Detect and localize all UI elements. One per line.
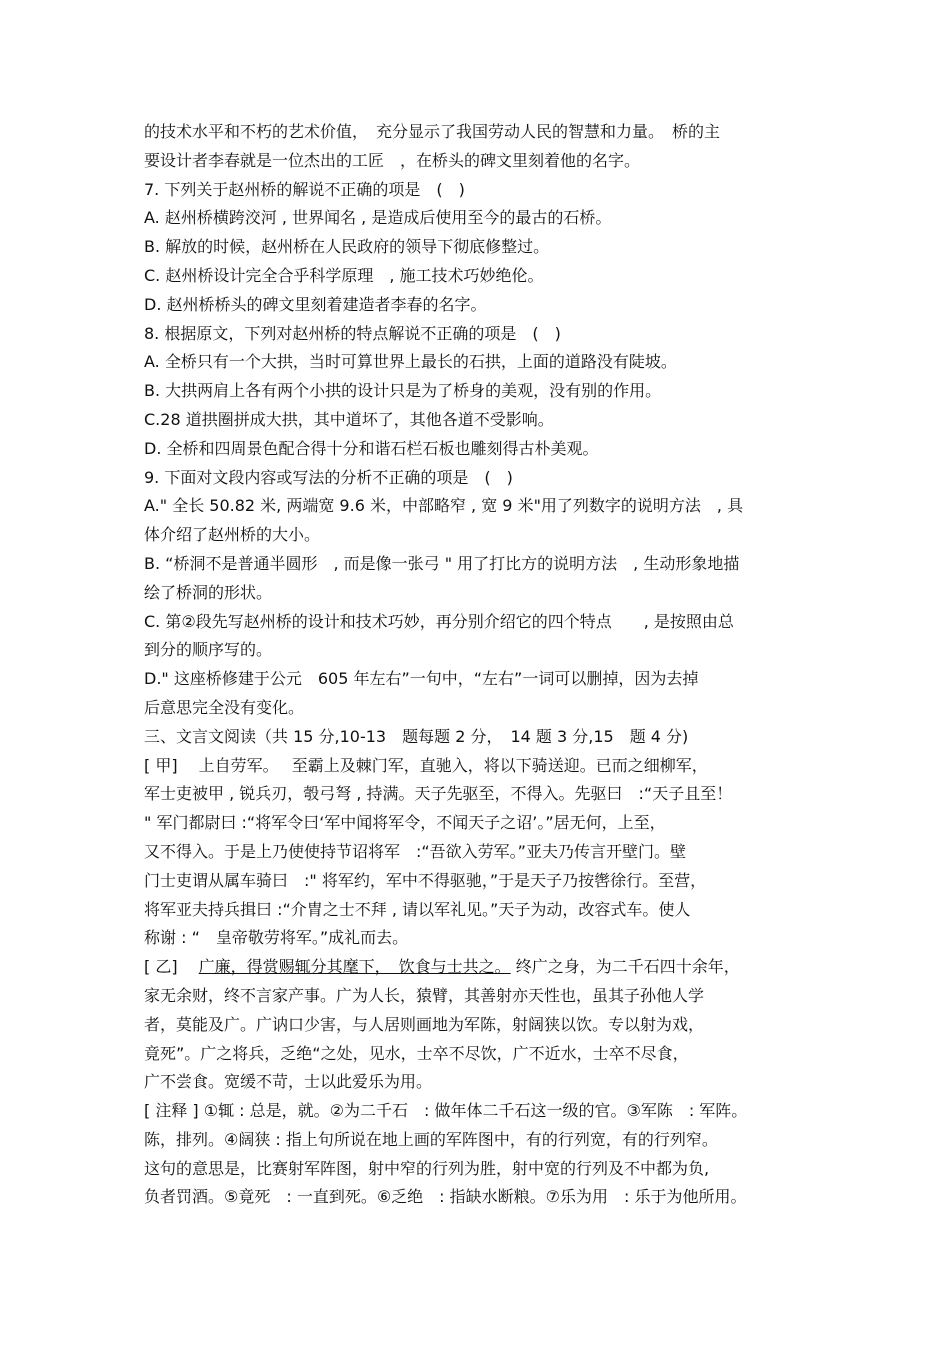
passage-jia-line: 又不得入。于是上乃使使持节诏将军 :“吾欲入劳军。”亚夫乃传言开壁门。壁 (144, 841, 686, 861)
text-line: 到分的顺序写的。 (144, 640, 273, 660)
annotation-line: 陈，排列。④阔狭 : 指上句所说在地上画的军阵图中，有的行列宽，有的行列窄。 (144, 1129, 718, 1149)
text-line: 的技术水平和不朽的艺术价值， 充分显示了我国劳动人民的智慧和力量。 桥的主 (144, 122, 721, 141)
question-8-option-a: A. 全桥只有一个大拱，当时可算世界上最长的石拱，上面的道路没有陡坡。 (144, 352, 677, 372)
text-line: 体介绍了赵州桥的大小。 (144, 525, 321, 545)
passage-yi-first-line (144, 953, 809, 982)
passage-yi-text: 终广之身，为二千石四十余年， (510, 957, 740, 977)
passage-yi-line: 者，莫能及广。广讷口少害，与人居则画地为军陈，射阔狭以饮。专以射为戏， (144, 1014, 705, 1034)
passage-yi-label: [ 乙] (144, 957, 199, 977)
passage-jia-line: " 军门都尉曰 :“将军令曰‘军中闻将军令，不闻天子之诏’。”居无何，上至， (144, 813, 666, 833)
question-9-option-d: D." 这座桥修建于公元 605 年左右”一句中，“左右”一词可以删掉，因为去掉 (144, 669, 699, 689)
question-9-option-c: C. 第②段先写赵州桥的设计和技术巧妙，再分别介绍它的四个特点 , 是按照由总 (144, 611, 734, 631)
question-7-option-c: C. 赵州桥设计完全合乎科学原理 , 施工技术巧妙绝伦。 (144, 265, 544, 285)
question-8-option-b: B. 大拱两肩上各有两个小拱的设计只是为了桥身的美观，没有别的作用。 (144, 381, 662, 401)
document-body (144, 118, 809, 1212)
text-line: 要设计者李春就是一位杰出的工匠 ，在桥头的碑文里刻着他的名字。 (144, 150, 641, 170)
section-heading: 三、文言文阅读（共 15 分,10-13 题每题 2 分， 14 题 3 分,15 题 4 分) (144, 726, 689, 746)
passage-jia-line: 军士吏被甲 , 锐兵刃，彀弓弩 , 持满。天子先驱至，不得入。先驱曰 :“天子且至！ (144, 784, 733, 804)
passage-yi-line: 广不尝食。宽缓不苛，士以此爱乐为用。 (144, 1072, 433, 1092)
passage-jia-line: [ 甲] 上自劳军。 至霸上及棘门军，直驰入，将以下骑送迎。已而之细柳军， (144, 755, 708, 775)
passage-jia-line: 将军亚夫持兵揖曰 :“介胄之士不拜 , 请以军礼见。”天子为动，改容式车。使人 (144, 899, 691, 919)
question-8-stem: 8. 根据原文，下列对赵州桥的特点解说不正确的项是 ( ) (144, 323, 561, 343)
question-7-option-a: A. 赵州桥横跨洨河 , 世界闻名 , 是造成后使用至今的最古的石桥。 (144, 208, 612, 228)
annotation-line: [ 注释 ] ①辄 : 总是，就。②为二千石 : 做年体二千石这一级的官。③军陈 : 军阵。 (144, 1101, 748, 1121)
text-line: 绘了桥洞的形状。 (144, 582, 273, 602)
question-7-option-d: D. 赵州桥桥头的碑文里刻着建造者李春的名字。 (144, 294, 487, 314)
annotation-line: 负者罚酒。⑤竟死 : 一直到死。⑥乏绝 : 指缺水断粮。⑦乐为用 : 乐于为他所用。 (144, 1187, 747, 1207)
question-9-stem: 9. 下面对文段内容或写法的分析不正确的项是 ( ) (144, 467, 513, 487)
question-7-stem: 7. 下列关于赵州桥的解说不正确的项是 ( ) (144, 179, 465, 199)
passage-jia-line: 称谢 : “ 皇帝敬劳将军。”成礼而去。 (144, 928, 409, 948)
text-line: 后意思完全没有变化。 (144, 697, 305, 717)
question-7-option-b: B. 解放的时候，赵州桥在人民政府的领导下彻底修整过。 (144, 237, 550, 257)
underlined-sentence: 广廉，得赏赐辄分其麾下， 饮食与士共之。 (198, 957, 511, 977)
question-8-option-c: C.28 道拱圈拼成大拱，其中道坏了，其他各道不受影响。 (144, 409, 554, 429)
annotation-line: 这句的意思是，比赛射军阵图，射中窄的行列为胜，射中宽的行列及不中都为负, (144, 1158, 710, 1178)
question-9-option-b: B. “桥洞不是普通半圆形 , 而是像一张弓 " 用了打比方的说明方法 , 生动形象地描 (144, 553, 740, 573)
question-8-option-d: D. 全桥和四周景色配合得十分和谐石栏石板也雕刻得古朴美观。 (144, 438, 599, 458)
question-9-option-a: A." 全长 50.82 米, 两端宽 9.6 米，中部略窄 , 宽 9 米"用了列数字的说明方法 , 具 (144, 496, 744, 516)
passage-yi-line: 家无余财，终不言家产事。广为人长，猿臂，其善射亦天性也，虽其子孙他人学 (144, 985, 705, 1005)
passage-yi-line: 竟死”。广之将兵，乏绝“之处，见水，士卒不尽饮，广不近水，士卒不尽食， (144, 1043, 689, 1063)
passage-jia-line: 门士吏谓从属车骑曰 :" 将军约，军中不得驱驰，”于是天子乃按辔徐行。至营， (144, 870, 707, 890)
